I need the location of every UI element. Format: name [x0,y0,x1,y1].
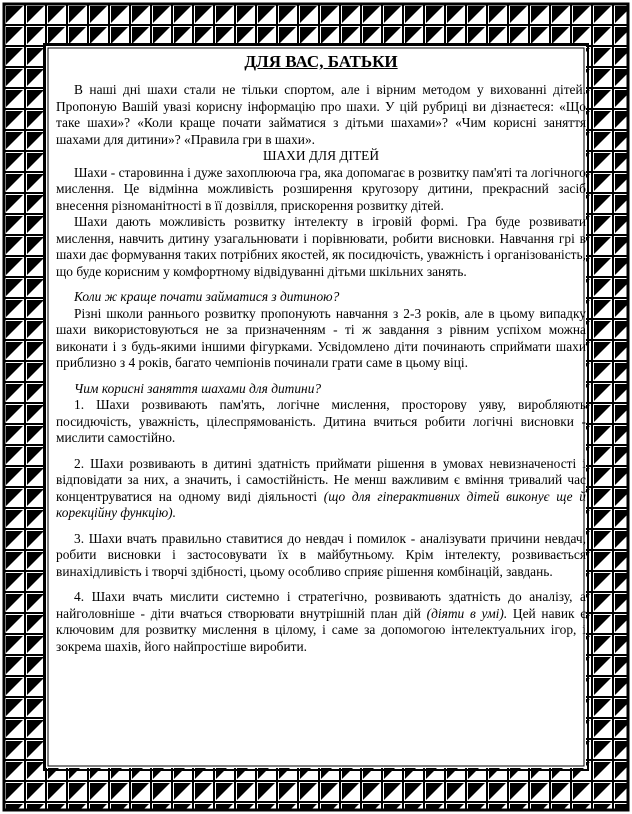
benefit-point-3: 3. Шахи вчать правильно ставитися до невдач і помилок - аналізувати причини невдач, робити висновки і застосовувати їх в майбутньому. Крім інтелекту, розвивається винахідливість і творчі здібності, цьому особливо сприяє рішення комбінацій, завдань. [56,530,586,579]
benefit-point-2 [56,456,586,522]
benefit-point-2-text: 2. Шахи розвивають в дитині здатність приймати рішення в умовах невизначеності і відповідати за них, а значить, і самостійність. Не менш важливим є вміння тривалий час концентруватися на одному виді діяльності [56,455,586,504]
intro-paragraph: В наші дні шахи стали не тільки спортом, але і вірним методом у вихованні дітей. Пропоную Вашій увазі корисну інформацію про шахи. У цій рубриці ви дізнаєтеся: «Що таке шахи»? «Коли краще почати займатися з дітьми шахами»? «Чим корисні заняття шахами для дитини»? «Правила гри в шахи». [56,82,586,147]
section-title: ШАХИ ДЛЯ ДІТЕЙ [263,148,379,163]
benefit-point-4 [56,589,586,655]
answer-when-to-start: Різні школи раннього розвитку пропонують навчання з 2-3 років, але в цьому випадку шахи використовуються не за призначенням - ті ж завдання з рівним успіхом можна виконати і з будь-якими іншими фігурками. Усвідомлено діти починають сприймати шахи приблизно з 4 років, багато чемпіонів починали грати саме в цьому віці. [56,305,586,370]
benefit-point-1: 1. Шахи розвивають пам'ять, логічне мислення, просторову уяву, виробляють посидючість, уважність, цілеспрямованість. Дитина вчиться робити логічні висновки - мислити самостійно. [56,397,586,445]
benefit-point-4-note: (діяти в умі). [426,605,508,621]
question-when-to-start: Коли ж краще почати займатися з дитиною? [74,289,340,304]
benefit-point-4-text-b: Цей навик є ключовим для розвитку мислення в цілому, і саме за допомогою інтелектуальних ігор, і зокрема шахів, його найпростіше виробити. [56,605,586,654]
section-paragraph-2: Шахи дають можливість розвитку інтелекту в ігровій формі. Гра буде розвивати мислення, навчить дитину узагальнювати і порівнювати, робити висновки. Навчання грі в шахи дає формування таких потрібних якостей, як посидючість, уважність і організованість, що буде корисним у комфортному відвідуванні дітьми шкільних занять. [56,214,586,279]
page-title: ДЛЯ ВАС, БАТЬКИ [244,52,398,71]
benefit-point-2-note: (що для гіперактивних дітей виконує ще й корекційну функцію). [56,488,586,520]
section-paragraph-1: Шахи - старовинна і дуже захоплююча гра, яка допомагає в розвитку пам'яті та логічного мислення. Це відмінна можливість розширення кругозору дитини, прекрасний засіб внесення різноманітності в її дозвілля, прискорення розвитку дітей. [56,164,586,213]
benefit-point-4-text-a: 4. Шахи вчать мислити системно і стратегічно, розвивають здатність до аналізу, а найголовніше - діти вчаться створювати внутрішній план дій [56,589,586,621]
article [56,52,586,655]
question-benefits: Чим корисні заняття шахами для дитини? [74,380,322,396]
